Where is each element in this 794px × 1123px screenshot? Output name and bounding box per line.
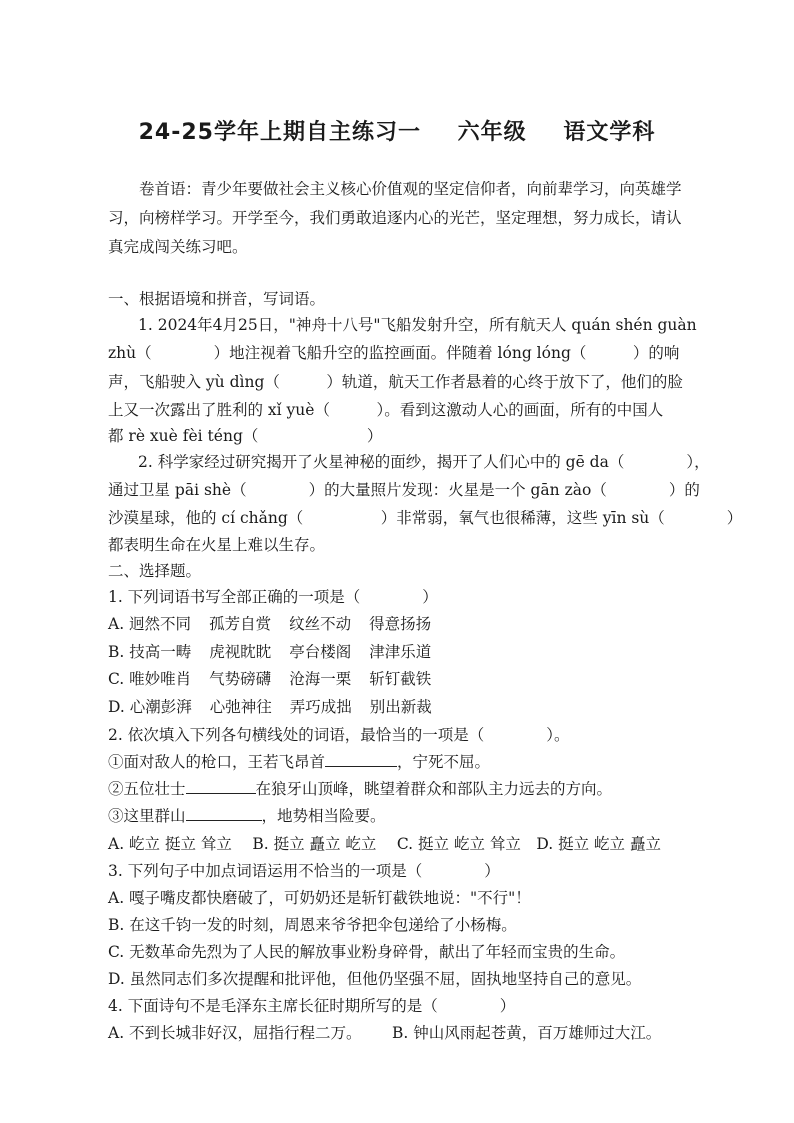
sentence-text: ③这里群山 — [108, 807, 186, 825]
sentence-text: 在狼牙山顶峰，眺望着群众和部队主力远去的方向。 — [255, 780, 613, 798]
title-grade: 六年级 — [457, 120, 527, 145]
title-subject: 语文学科 — [563, 120, 656, 145]
s2-q3-option-b: B. 在这千钧一发的时刻，周恩来爷爷把伞包递给了小杨梅。 — [108, 916, 517, 934]
s1-q1-line1: 1. 2024年4月25日，"神舟十八号"飞船发射升空，所有航天人 quán shén guàn — [138, 316, 697, 334]
s2-q4-option-b: B. 钟山风雨起苍黄，百万雄师过大江。 — [392, 1024, 662, 1042]
s2-q2: 2. 依次填入下列各句横线处的词语，最恰当的一项是（ ）。 — [108, 726, 570, 744]
s1-q2-line2: 通过卫星 pāi shè（ ）的大量照片发现：火星是一个 gān zào（ ）的 — [108, 481, 700, 499]
option-word: 虎视眈眈 — [209, 643, 272, 661]
s1-q2-line1: 2. 科学家经过研究揭开了火星神秘的面纱，揭开了人们心中的 gē da（ ）， — [138, 453, 710, 471]
s2-q3-option-d: D. 虽然同志们多次提醒和批评他，但他仍坚强不屈，固执地坚持自己的意见。 — [108, 970, 642, 988]
exam-title — [0, 115, 794, 146]
s2-q3-option-a: A. 嘎子嘴皮都快磨破了，可奶奶还是斩钉截铁地说："不行"！ — [108, 889, 531, 907]
option-word: A. 迥然不同 — [108, 615, 192, 633]
s2-q1-option-a — [108, 612, 449, 634]
sentence-text: ，地势相当险要。 — [261, 807, 386, 825]
sentence-text: ②五位壮士 — [108, 780, 186, 798]
s1-q1-line2: zhù（ ）地注视着飞船升空的监控画面。伴随着 lóng lóng（ ）的响 — [108, 344, 680, 362]
title-term: 24-25学年上期自主练习一 — [138, 120, 421, 145]
option-word: 沧海一栗 — [289, 670, 352, 688]
option-word: 孤芳自赏 — [209, 615, 272, 633]
s2-q1-option-b — [108, 640, 449, 662]
s2-q3-option-c: C. 无数革命先烈为了人民的解放事业粉身碎骨，献出了年轻而宝贵的生命。 — [108, 943, 626, 961]
option-word: C. 唯妙唯肖 — [108, 670, 192, 688]
section2-heading: 二、选择题。 — [108, 562, 202, 580]
option-word: 亭台楼阁 — [289, 643, 352, 661]
s2-q4: 4. 下面诗句不是毛泽东主席长征时期所写的是（ ） — [108, 997, 516, 1015]
s2-q2-sentence2 — [108, 777, 612, 799]
answer-blank[interactable] — [325, 766, 397, 767]
sentence-text: ，宁死不屈。 — [397, 753, 491, 771]
option-word: 心弛神往 — [209, 698, 272, 716]
s1-q1-line5: 都 rè xuè fèi téng（ ） — [108, 427, 383, 445]
s1-q1-line4: 上又一次露出了胜利的 xǐ yuè（ ）。看到这激动人心的画面，所有的中国人 — [108, 401, 664, 419]
s2-q1: 1. 下列词语书写全部正确的一项是（ ） — [108, 588, 438, 606]
s2-q2-sentence1 — [108, 750, 490, 772]
option-word: 津津乐道 — [369, 643, 432, 661]
s2-q3: 3. 下列句子中加点词语运用不恰当的一项是（ ） — [108, 862, 500, 880]
answer-blank[interactable] — [186, 820, 262, 821]
s2-q4-option-a: A. 不到长城非好汉，屈指行程二万。 — [108, 1024, 362, 1042]
option-word: 气势磅礴 — [209, 670, 272, 688]
section1-heading: 一、根据语境和拼音，写词语。 — [108, 290, 326, 308]
option-word: 斩钉截铁 — [369, 670, 432, 688]
option-word: 纹丝不动 — [289, 615, 352, 633]
s1-q2-line3: 沙漠星球，他的 cí chǎng（ ）非常弱，氧气也很稀薄，这些 yīn sù（ ） — [108, 509, 743, 527]
s1-q1-line3: 声，飞船驶入 yù dìng（ ）轨道，航天工作者悬着的心终于放下了，他们的脸 — [108, 373, 683, 391]
option-word: 别出新裁 — [369, 698, 432, 716]
preface: 卷首语：青少年要做社会主义核心价值观的坚定信仰者，向前辈学习，向英雄学习，向榜样学习。开学至今，我们勇敢追逐内心的光芒，坚定理想，努力成长，请认真完成闯关练习吧。 — [108, 180, 682, 256]
answer-blank[interactable] — [186, 793, 256, 794]
s2-q2-options: A. 屹立 挺立 耸立 B. 挺立 矗立 屹立 C. 挺立 屹立 耸立 D. 挺立 屹立 矗立 — [108, 835, 661, 853]
sentence-text: ①面对敌人的枪口，王若飞昂首 — [108, 753, 326, 771]
s2-q1-option-d — [108, 695, 450, 717]
option-word: 弄巧成拙 — [289, 698, 352, 716]
option-word: 得意扬扬 — [369, 615, 432, 633]
s2-q2-sentence3 — [108, 804, 386, 826]
s1-q2-line4: 都表明生命在火星上难以生存。 — [108, 536, 326, 554]
option-word: D. 心潮彭湃 — [108, 698, 192, 716]
option-word: B. 技高一畴 — [108, 643, 192, 661]
s2-q1-option-c — [108, 667, 449, 689]
